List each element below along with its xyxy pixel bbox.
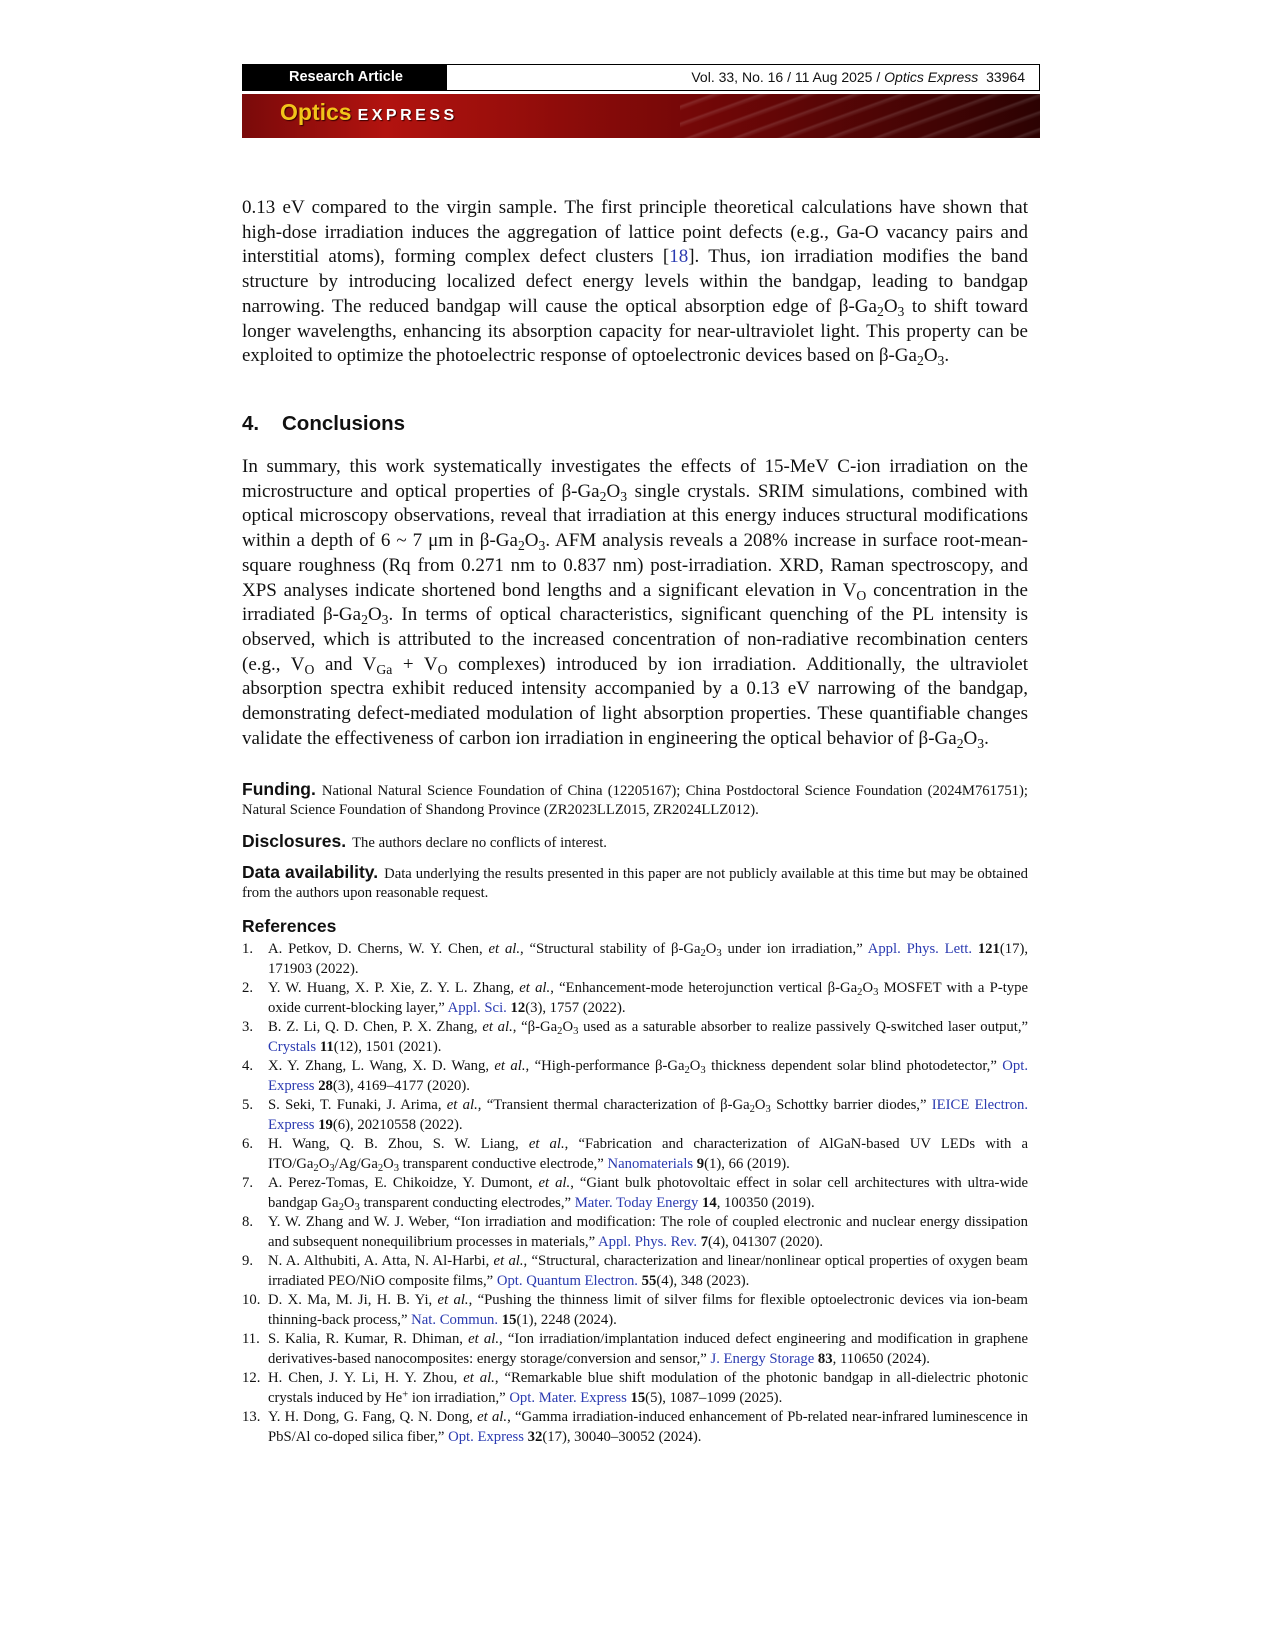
journal-banner <box>242 94 1040 138</box>
journal-link[interactable]: Nat. Commun. <box>411 1311 499 1328</box>
references-heading: References <box>242 916 337 936</box>
reference-item: 12. H. Chen, J. Y. Li, H. Y. Zhou, et al., “Remarkable blue shift modulation of the photonic bandgap in all-dielectric photonic crystals induced by He+ ion irradiation,” Opt. Mater. Express 15(5), 1087–1099 (2025). <box>242 1370 1028 1406</box>
banner-stripes <box>680 94 1040 138</box>
citation-journal: Optics Express <box>884 69 979 85</box>
funding-label: Funding. <box>242 779 316 799</box>
journal-link[interactable]: IEICE Electron. Express <box>268 1097 1028 1133</box>
logo-word-express: EXPRESS <box>357 107 458 124</box>
citation-link-18[interactable]: 18 <box>669 246 689 268</box>
disclosures-label: Disclosures. <box>242 831 347 851</box>
reference-item: 11. S. Kalia, R. Kumar, R. Dhiman, et al., “Ion irradiation/implantation induced defect engineering and modification in graphene derivatives-based nanocomposites: energy storage/conversion and sensor,” J. Energy Storage 83, 110650 (2024). <box>242 1331 1029 1367</box>
journal-link[interactable]: Appl. Phys. Rev. <box>598 1233 698 1250</box>
journal-logo <box>280 99 458 126</box>
journal-link[interactable]: Opt. Express <box>448 1428 524 1445</box>
reference-list <box>242 940 1028 1447</box>
reference-item: 1. A. Petkov, D. Cherns, W. Y. Chen, et al., “Structural stability of $\beta-Ga_2O_3$ under ion irradiation,” Appl. Phys. Lett. 121(17), 171903 (2022). <box>242 941 1029 977</box>
reference-item: 13. Y. H. Dong, G. Fang, Q. N. Dong, et al., “Gamma irradiation-induced enhancement of Pb-related near-infrared luminescence in PbS/Al co-doped silica fiber,” Opt. Express 32(17), 30040–30052 (2024). <box>242 1409 1029 1445</box>
journal-link[interactable]: Crystals <box>268 1038 317 1055</box>
disclosures-text: The authors declare no conflicts of interest. <box>352 835 607 851</box>
logo-word-optics: Optics <box>280 99 352 125</box>
article-header-bar <box>242 64 1040 91</box>
reference-item: 7. A. Perez-Tomas, E. Chikoidze, Y. Dumont, et al., “Giant bulk photovoltaic effect in solar cell architectures with ultra-wide bandgap $Ga_2O_3$ transparent conducting electrodes,” Mater. Today Energy 14, 100350 (2019). <box>242 1175 1029 1213</box>
page-number: 33964 <box>986 69 1025 85</box>
reference-item: 9. N. A. Althubiti, A. Atta, N. Al-Harbi, et al., “Structural, characterization and linear/nonlinear optical properties of oxygen beam irradiated PEO/NiO composite films,” Opt. Quantum Electron. 55(4), 348 (2023). <box>242 1253 1028 1289</box>
section-title: Conclusions <box>282 412 406 435</box>
conclusions-paragraph: In summary, this work systematically investigates the effects of 15-MeV C-ion irradiation on the microstructure and optical properties of $\beta-Ga_2O_3$ single crystals. SRIM simulations, combined with optical microscopy observations, reveal that irradiation at this energy induces structural modifications within a depth of 6 ~ 7 μm in $\beta-Ga_2O_3$. AFM analysis reveals a 208% increase in surface root-mean-square roughness (Rq from 0.271 nm to 0.837 nm) post-irradiation. XRD, Raman spectroscopy, and XPS analyses indicate shortened bond lengths and a significant elevation in $V_O$ concentration in the irradiated $\beta-Ga_2O_3$. In terms of optical characteristics, significant quenching of the PL intensity is observed, which is attributed to the increased concentration of non-radiative recombination centers (e.g., $V_O$ and $V_{Ga} + V_O$ complexes) introduced by ion irradiation. Additionally, the ultraviolet absorption spectra exhibit reduced intensity accompanied by a 0.13 eV narrowing of the bandgap, demonstrating defect-mediated modulation of light absorption properties. These quantifiable changes validate the effectiveness of carbon ion irradiation in engineering the optical behavior of $\beta-Ga_2O_3$. <box>242 456 1029 751</box>
article-type-label: Research Article <box>243 65 447 90</box>
citation-line <box>447 65 1039 90</box>
data-availability-text: Data underlying the results presented in this paper are not publicly available at this time but may be obtained from the authors upon reasonable request. <box>242 866 1028 901</box>
disclosures-statement <box>242 832 1028 853</box>
funding-statement <box>242 780 1028 819</box>
citation-volume: Vol. 33, No. 16 / 11 Aug 2025 / <box>691 69 885 85</box>
reference-item: 4. X. Y. Zhang, L. Wang, X. D. Wang, et al., “High-performance $\beta-Ga_2O_3$ thickness dependent solar blind photodetector,” Opt. Express 28(3), 4169–4177 (2020). <box>242 1058 1028 1094</box>
section-number: 4. <box>242 412 260 435</box>
journal-link[interactable]: Opt. Mater. Express <box>509 1389 627 1406</box>
journal-link[interactable]: Nanomaterials <box>607 1155 694 1172</box>
funding-text: National Natural Science Foundation of China (12205167); China Postdoctoral Science Foundation (2024M761751); Natural Science Foundation of Shandong Province (ZR2023LLZ015, ZR2024LLZ012). <box>242 783 1028 818</box>
journal-link[interactable]: J. Energy Storage <box>710 1350 815 1367</box>
data-availability-statement <box>242 863 1028 902</box>
journal-link[interactable]: Mater. Today Energy <box>574 1194 699 1211</box>
journal-link[interactable]: Appl. Phys. Lett. <box>867 941 972 957</box>
discussion-paragraph: 0.13 eV compared to the virgin sample. The first principle theoretical calculations have shown that high-dose irradiation induces the aggregation of lattice point defects (e.g., Ga-O vacancy pairs and interstitial atoms), forming complex defect clusters [18]. Thus, ion irradiation modifies the band structure by introducing localized defect energy levels within the bandgap, leading to bandgap narrowing. The reduced bandgap will cause the optical absorption edge of $\beta-Ga_2O_3$ to shift toward longer wavelengths, enhancing its absorption capacity for near-ultraviolet light. This property can be exploited to optimize the photoelectric response of optoelectronic devices based on $\beta-Ga_2O_3$. <box>242 197 1028 369</box>
journal-link[interactable]: Opt. Express <box>268 1058 1028 1094</box>
reference-item: 2. Y. W. Huang, X. P. Xie, Z. Y. L. Zhang, et al., “Enhancement-mode heterojunction vertical $\beta-Ga_2O_3$ MOSFET with a P-type oxide current-blocking layer,” Appl. Sci. 12(3), 1757 (2022). <box>242 980 1029 1016</box>
data-availability-label: Data availability. <box>242 862 379 882</box>
section-heading-conclusions <box>242 412 405 436</box>
reference-item: 10. D. X. Ma, M. Ji, H. B. Yi, et al., “Pushing the thinness limit of silver films for flexible optoelectronic devices via ion-beam thinning-back process,” Nat. Commun. 15(1), 2248 (2024). <box>242 1292 1028 1328</box>
journal-link[interactable]: Appl. Sci. <box>447 999 507 1016</box>
reference-item: 8. Y. W. Zhang and W. J. Weber, “Ion irradiation and modification: The role of coupled electronic and nuclear energy dissipation and subsequent nonequilibrium processes in materials,” Appl. Phys. Rev. 7(4), 041307 (2020). <box>242 1214 1028 1250</box>
reference-item: 6. H. Wang, Q. B. Zhou, S. W. Liang, et al., “Fabrication and characterization of AlGaN-based UV LEDs with a ITO/$Ga_2O_3/Ag/Ga_2O_3$ transparent conductive electrode,” Nanomaterials 9(1), 66 (2019). <box>242 1136 1028 1174</box>
reference-item: 5. S. Seki, T. Funaki, J. Arima, et al., “Transient thermal characterization of $\beta-Ga_2O_3$ Schottky barrier diodes,” IEICE Electron. Express 19(6), 20210558 (2022). <box>242 1097 1028 1133</box>
journal-link[interactable]: Opt. Quantum Electron. <box>496 1272 638 1289</box>
reference-item: 3. B. Z. Li, Q. D. Chen, P. X. Zhang, et al., “$\beta-Ga_2O_3$ used as a saturable absorber to realize passively Q-switched laser output,” Crystals 11(12), 1501 (2021). <box>242 1019 1029 1055</box>
